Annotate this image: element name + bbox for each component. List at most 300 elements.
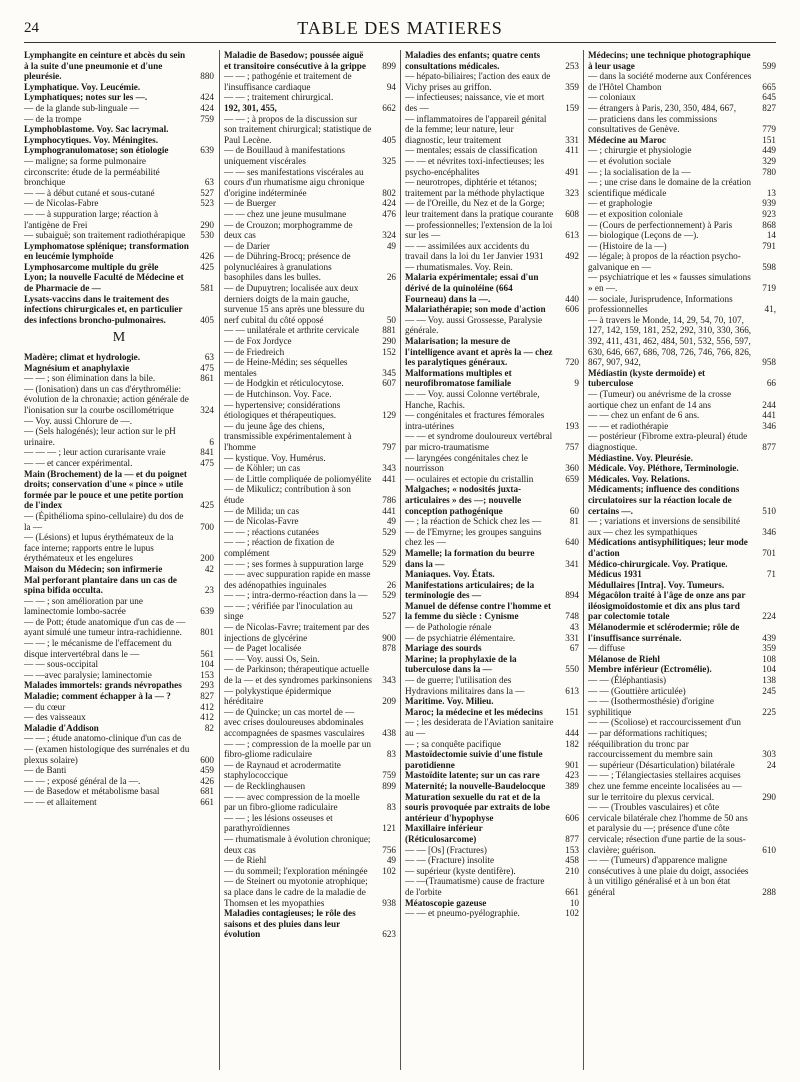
entry-page-number: 700	[200, 521, 214, 532]
entry-text: Lymphomatose splénique; transformation en leucémie lymphoïde	[24, 240, 189, 262]
index-entry	[588, 135, 776, 146]
index-entry	[405, 474, 579, 485]
entry-text: — de Heine-Médin; ses séquelles mentales	[224, 357, 348, 378]
index-entry	[224, 378, 396, 389]
index-entry	[588, 156, 776, 167]
entry-page-number: 359	[762, 643, 776, 654]
index-entry	[224, 908, 396, 940]
index-entry	[24, 103, 214, 114]
index-entry	[224, 506, 396, 517]
entry-text: — maligne; sa forme pulmonaire circonscrite: étude de la perméabilité bronchique	[24, 155, 160, 188]
entry-text: — de Milida; un cas	[224, 505, 300, 516]
entry-text: Lymphoblastome. Voy. Sac lacrymal.	[24, 124, 169, 135]
entry-text: — biologique (Leçons de —).	[588, 230, 699, 241]
index-entry	[588, 431, 776, 452]
entry-page-number: 529	[382, 526, 396, 537]
entry-page-number: 151	[565, 706, 579, 717]
index-entry	[588, 50, 776, 71]
entry-page-number: 102	[382, 865, 396, 876]
entry-page-number: 529	[382, 558, 396, 569]
entry-text: Médications antisyphilitiques; leur mode d'action	[588, 537, 748, 558]
index-column-2	[224, 50, 396, 1070]
index-entry	[224, 241, 396, 252]
entry-text: Lyon; la nouvelle Faculté de Médecine et de Pharmacie de —	[24, 272, 184, 294]
entry-text: — ; sa conquête pacifique	[405, 738, 501, 749]
entry-page-number: 661	[565, 886, 579, 897]
entry-text: Mastoïdectomie suivie d'une fistule parotidienne	[405, 749, 543, 770]
entry-page-number: 527	[382, 611, 396, 622]
index-entry	[224, 739, 396, 760]
entry-text: Maturation sexuelle du rat et de la souris provoquée par extraits de lobe antérieur d'hypophyse	[405, 791, 550, 823]
entry-page-number: 67	[569, 643, 579, 654]
entry-text: — — ; son amélioration par une laminectomie lombo-sacrée	[24, 595, 143, 617]
entry-text: — polykystique épidermique héréditaire	[224, 685, 332, 707]
entry-page-number: 94	[386, 81, 396, 92]
index-entry	[24, 680, 214, 691]
index-entry	[405, 304, 579, 315]
entry-text: — coloniaux	[588, 92, 636, 103]
index-entry	[24, 765, 214, 776]
entry-text: — ; les desiderata de l'Aviation sanitaire au —	[405, 717, 554, 738]
index-entry	[588, 410, 776, 421]
entry-text: — de guerre; l'utilisation des Hydravions militaires dans la —	[405, 675, 525, 696]
entry-page-number: 475	[200, 457, 214, 468]
entry-page-number: 425	[200, 500, 214, 511]
entry-text: Main (Brochement) de la — et du poignet droits; conservation d'une « pince » utile formée par le pouce et une petite portion de l'index	[24, 468, 187, 511]
entry-page-number: 389	[565, 780, 579, 791]
index-entry	[224, 537, 396, 558]
index-entry	[224, 251, 396, 283]
entry-page-number: 129	[382, 410, 396, 421]
index-entry	[588, 251, 776, 272]
entry-page-number: 43	[569, 622, 579, 633]
entry-text: — (Tumeur) ou anévrisme de la crosse aortique chez un enfant de 14 ans	[588, 389, 732, 410]
index-entry	[405, 71, 579, 92]
index-entry	[24, 230, 214, 241]
entry-page-number: 82	[204, 722, 214, 733]
column-divider	[583, 50, 584, 1070]
index-entry	[224, 643, 396, 654]
entry-text: — légale; à propos de la réaction psycho-galvanique en —	[588, 251, 741, 272]
entry-page-number: 868	[762, 219, 776, 230]
entry-page-number: 290	[200, 219, 214, 230]
index-columns	[24, 50, 776, 1070]
entry-page-number: 492	[565, 251, 579, 262]
entry-page-number: 759	[200, 113, 214, 124]
entry-page-number: 645	[762, 92, 776, 103]
entry-text: Médicus 1931	[588, 569, 642, 580]
index-entry	[24, 124, 214, 135]
entry-page-number: 104	[762, 664, 776, 675]
index-entry	[405, 516, 579, 527]
entry-page-number: 786	[382, 494, 396, 505]
index-entry	[588, 198, 776, 209]
entry-page-number: 827	[200, 691, 214, 702]
entry-text: — — chez une jeune musulmane	[224, 208, 347, 219]
index-entry	[224, 209, 396, 220]
column-divider	[400, 50, 401, 1070]
index-entry	[405, 601, 579, 622]
entry-page-number: 438	[382, 728, 396, 738]
entry-page-number: 102	[565, 908, 579, 919]
index-entry	[24, 532, 214, 564]
entry-page-number: 598	[762, 261, 776, 272]
index-entry	[405, 453, 579, 474]
entry-text: — — ; son élimination dans la bile.	[24, 373, 156, 384]
entry-page-number: 9	[574, 378, 579, 389]
entry-page-number: 412	[200, 701, 214, 712]
entry-page-number: 827	[762, 102, 776, 113]
entry-text: Lymphosarcome multiple du grêle	[24, 261, 159, 272]
entry-text: — — ; intra-dermo-réaction dans la —	[224, 590, 368, 601]
entry-text: — — ; vérifiée par l'inoculation au singe	[224, 600, 353, 622]
entry-text: — mentales; essais de classification	[405, 145, 538, 156]
index-entry	[24, 373, 214, 384]
entry-text: — du sommeil; l'exploration méningée	[224, 865, 368, 876]
index-entry	[224, 92, 396, 103]
index-entry	[405, 749, 579, 770]
index-entry	[24, 723, 214, 734]
entry-text: Maxillaire inférieur (Réticulosarcome)	[405, 823, 483, 844]
index-entry	[588, 580, 776, 591]
entry-page-number: 245	[762, 685, 776, 696]
entry-text: — supérieur (Désarticulation) bilatérale	[588, 759, 735, 770]
index-entry	[24, 786, 214, 797]
entry-page-number: 426	[200, 251, 214, 262]
entry-text: — de Quincke; un cas mortel de — avec crises douloureuses abdominales accompagnées de spasmes vasculaires	[224, 706, 365, 738]
index-entry	[24, 82, 214, 93]
entry-page-number: 41,	[764, 304, 776, 315]
entry-text: — — avec suppuration rapide en masse des adénopathies inguinales	[224, 569, 371, 590]
entry-page-number: 329	[762, 155, 776, 166]
entry-page-number: 411	[565, 145, 579, 156]
index-entry	[224, 71, 396, 92]
entry-page-number: 323	[565, 187, 579, 198]
entry-text: — oculaires et ectopie du cristallin	[405, 473, 534, 484]
entry-page-number: 441	[382, 473, 396, 484]
index-entry	[405, 336, 579, 368]
entry-page-number: 182	[565, 738, 579, 749]
entry-page-number: 303	[762, 749, 776, 760]
entry-text: — du jeune âge des chiens, transmissible expérimentalement à l'homme	[224, 420, 352, 452]
entry-page-number: 441	[762, 410, 776, 421]
entry-page-number: 759	[382, 770, 396, 781]
entry-page-number: 405	[200, 314, 214, 325]
entry-page-number: 13	[766, 187, 776, 198]
index-entry	[588, 855, 776, 897]
entry-page-number: 756	[382, 844, 396, 855]
index-entry	[24, 659, 214, 670]
entry-text: — — avec compression de la moelle par un fibro-gliome radiculaire	[224, 791, 360, 813]
entry-page-number: 121	[382, 823, 396, 834]
entry-page-number: 138	[762, 675, 776, 686]
index-entry	[24, 198, 214, 209]
entry-text: — — ; compression de la moelle par un fibro-gliome radiculaire	[224, 738, 371, 760]
entry-text: — et évolution sociale	[588, 155, 671, 166]
entry-text: — de Dühring-Brocq; présence de polynucléaires à granulations basophiles dans les bulles.	[224, 251, 351, 283]
index-entry	[24, 209, 214, 230]
index-entry	[405, 145, 579, 156]
index-entry	[588, 230, 776, 241]
entry-page-number: 63	[204, 352, 214, 363]
entry-text: — laryngées congénitales chez le nourrisson	[405, 452, 528, 474]
entry-page-number: 801	[200, 627, 214, 638]
index-entry	[405, 580, 579, 601]
index-entry	[24, 241, 214, 262]
index-entry	[588, 474, 776, 485]
entry-text: — — Voy. aussi Grossesse, Paralysie générale.	[405, 314, 543, 336]
entry-text: Marine; la prophylaxie de la tuberculose dans la —	[405, 653, 517, 675]
entry-page-number: 253	[565, 60, 579, 71]
entry-text: Maladies des enfants; quatre cents consultations médicales.	[405, 50, 541, 71]
entry-page-number: 757	[565, 441, 579, 452]
entry-text: Malariathérapie; son mode d'action	[405, 304, 546, 315]
entry-text: Maladie de Basedow; poussée aiguë et transitoire consécutive à la grippe	[224, 50, 366, 71]
entry-page-number: 6	[209, 436, 214, 447]
entry-text: — de Hutchinson. Voy. Face.	[224, 389, 332, 399]
entry-text: — de l'Oreille, du Nez et de la Gorge; leur traitement dans la pratique courante	[405, 198, 554, 219]
entry-page-number: 424	[382, 198, 396, 209]
entry-page-number: 423	[565, 770, 579, 781]
index-entry	[24, 469, 214, 511]
index-entry	[224, 654, 396, 665]
index-entry	[224, 601, 396, 622]
index-entry	[588, 389, 776, 410]
index-entry	[405, 770, 579, 781]
entry-page-number: 331	[565, 632, 579, 643]
entry-page-number: 441	[382, 505, 396, 516]
entry-page-number: 151	[762, 134, 776, 145]
entry-text: — — ; réaction de fixation de complément	[224, 537, 335, 558]
index-entry	[405, 633, 579, 644]
entry-page-number: 899	[382, 780, 396, 791]
entry-text: — ; une crise dans le domaine de la création scientifique médicale	[588, 177, 752, 198]
entry-text: Mariage des sourds	[405, 643, 482, 654]
entry-page-number: 444	[565, 728, 579, 738]
index-entry	[224, 664, 396, 685]
entry-page-number: 606	[565, 304, 579, 315]
entry-text: Maladie; comment échapper à la — ?	[24, 691, 171, 702]
index-entry	[588, 686, 776, 697]
entry-page-number: 49	[386, 240, 396, 251]
index-entry	[224, 463, 396, 474]
index-entry	[24, 135, 214, 146]
entry-text: — de la trompe	[24, 113, 82, 124]
entry-page-number: 71	[766, 569, 776, 580]
index-entry	[405, 717, 579, 738]
index-entry	[24, 188, 214, 199]
index-column-4	[588, 50, 776, 1070]
index-entry	[224, 283, 396, 325]
entry-text: — de psychiatrie élémentaire.	[405, 632, 516, 643]
index-entry	[224, 400, 396, 421]
index-entry	[588, 654, 776, 665]
entry-page-number: 324	[200, 405, 214, 415]
entry-text: Médiastine. Voy. Pleurésie.	[588, 452, 693, 463]
entry-text: — subaiguë; son traitement radiothérapique	[24, 230, 186, 241]
entry-page-number: 325	[382, 155, 396, 166]
entry-page-number: 550	[565, 664, 579, 675]
entry-text: — de Pathologie rénale	[405, 622, 492, 633]
entry-text: — ; chirurgie et physiologie	[588, 145, 692, 156]
entry-text: — du cœur	[24, 701, 66, 712]
entry-text: — rhumatismale à évolution chronique; deux cas	[224, 833, 371, 855]
entry-text: — — chez un enfant de 6 ans.	[588, 410, 700, 421]
entry-page-number: 152	[382, 346, 396, 357]
entry-page-number: 210	[565, 865, 579, 876]
entry-page-number: 440	[565, 293, 579, 304]
index-entry	[405, 643, 579, 654]
entry-page-number: 83	[386, 802, 396, 813]
index-entry	[24, 272, 214, 293]
index-entry	[588, 145, 776, 156]
index-entry	[588, 516, 776, 537]
entry-page-number: 26	[386, 272, 396, 283]
index-entry	[224, 474, 396, 485]
index-entry	[24, 363, 214, 374]
index-entry	[224, 707, 396, 739]
entry-text: Maladies contagieuses; le rôle des saisons et des pluies dans leur évolution	[224, 908, 356, 940]
entry-page-number: 491	[565, 166, 579, 177]
index-entry	[405, 262, 579, 273]
entry-page-number: 606	[565, 812, 579, 823]
index-entry	[588, 167, 776, 178]
entry-text: — de la glande sub-linguale —	[24, 102, 140, 113]
entry-text: — — à suppuration large; réaction à l'antigène de Frei	[24, 208, 159, 230]
entry-text: — de Bouillaud à manifestations uniquement viscérales	[224, 145, 345, 166]
index-entry	[405, 156, 579, 177]
index-entry	[405, 898, 579, 909]
index-entry	[588, 103, 776, 114]
entry-text: — supérieur (kyste dentifère).	[405, 865, 516, 876]
entry-page-number: 600	[200, 754, 214, 765]
entry-text: — — ; à propos de la discussion sur son traitement chirurgical; statistique de Paul Lecène.	[224, 113, 372, 145]
entry-text: — et graphologie	[588, 198, 653, 209]
entry-text: — —(Traumatisme) cause de fracture de l'orbite	[405, 876, 545, 897]
index-entry	[224, 569, 396, 590]
entry-text: — rhumatismales. Voy. Rein.	[405, 261, 513, 272]
entry-text: Médicaments; influence des conditions circulatoires sur la réaction locale de certains —.	[588, 484, 740, 516]
entry-text: — (Histoire de la —)	[588, 240, 667, 251]
index-entry	[224, 421, 396, 453]
index-entry	[224, 781, 396, 792]
entry-page-number: 938	[382, 897, 396, 908]
entry-text: — de Nicolas-Fabre	[24, 198, 99, 209]
entry-page-number: 662	[382, 102, 396, 113]
entry-page-number: 581	[200, 283, 214, 294]
entry-page-number: 881	[382, 325, 396, 336]
entry-page-number: 610	[762, 844, 776, 855]
entry-page-number: 209	[382, 696, 396, 707]
entry-text: — congénitales et fractures fémorales intra-utérines	[405, 410, 545, 431]
entry-page-number: 42	[204, 563, 214, 574]
index-entry	[224, 347, 396, 358]
index-entry	[405, 792, 579, 824]
entry-page-number: 359	[565, 81, 579, 92]
entry-text: Lymphatiques; notes sur les —.	[24, 92, 148, 103]
entry-text: — de Dupuytren; localisée aux deux derniers doigts de la main gauche, survenue 15 ans après une blessure du nerf cubital du côté opposé	[224, 283, 365, 325]
entry-page-number: 720	[565, 357, 579, 368]
entry-text: — (Cours de perfectionnement) à Paris	[588, 219, 733, 230]
index-entry	[24, 596, 214, 617]
entry-text: Malgaches; « nodosités juxta-articulaires » des —; nouvelle conception pathogénique	[405, 484, 522, 516]
entry-page-number: 523	[200, 198, 214, 209]
index-entry	[224, 145, 396, 166]
entry-page-number: 293	[200, 680, 214, 691]
entry-page-number: 640	[565, 537, 579, 548]
page-title: TABLE DES MATIERES	[297, 18, 503, 38]
entry-page-number: 290	[762, 791, 776, 802]
index-entry	[588, 368, 776, 389]
entry-page-number: 661	[200, 796, 214, 807]
entry-page-number: 224	[762, 611, 776, 622]
index-entry	[24, 50, 214, 82]
entry-text: Malarisation; la mesure de l'intelligence avant et après la — chez les paralytiques généraux.	[405, 336, 553, 368]
index-entry	[405, 368, 579, 389]
entry-page-number: 26	[386, 579, 396, 590]
index-entry	[405, 696, 579, 707]
index-entry	[24, 733, 214, 765]
index-entry	[405, 622, 579, 633]
entry-page-number: 639	[200, 606, 214, 617]
entry-text: — de l'Emyrne; les groupes sanguins chez les —	[405, 526, 542, 548]
entry-text: — — Voy. aussi Os, Sein.	[224, 653, 320, 664]
entry-page-number: 613	[565, 230, 579, 241]
entry-page-number: 345	[382, 367, 396, 378]
entry-text: — infectieuses; naissance, vie et mort des —	[405, 92, 545, 113]
entry-text: — diffuse	[588, 643, 625, 654]
entry-page-number: 288	[762, 886, 776, 897]
index-entry	[24, 691, 214, 702]
entry-text: — — ; étude anatomo-clinique d'un cas de — (examen histologique des surrénales et du plexus solaire)	[24, 733, 190, 765]
entry-text: — (Sels halogénés); leur action sur le pH urinaire.	[24, 426, 176, 447]
index-entry	[405, 781, 579, 792]
entry-page-number: 779	[762, 124, 776, 135]
entry-text: — —avec paralysie; laminectomie	[24, 669, 152, 680]
entry-text: Mégacôlon traité à l'âge de onze ans par iléosigmoïdostomie et dix ans plus tard par colectomie totale	[588, 590, 746, 622]
index-entry	[224, 876, 396, 908]
entry-text: — — [Os] (Fractures)	[405, 844, 487, 855]
entry-text: — postérieur (Fibrome extra-pleural) étude diagnostique.	[588, 431, 748, 452]
entry-text: — Voy. aussi Chlorure de —.	[24, 415, 133, 426]
index-entry	[405, 272, 579, 304]
index-entry	[588, 294, 776, 315]
index-entry	[405, 707, 579, 718]
entry-text: — ; la socialisation de la —	[588, 166, 691, 177]
index-entry	[405, 908, 579, 919]
entry-page-number: 475	[200, 362, 214, 373]
index-entry	[24, 447, 214, 458]
index-entry	[405, 855, 579, 866]
entry-text: — de Crouzon; morphogramme de deux cas	[224, 219, 353, 241]
entry-text: Médico-chirurgicale. Voy. Pratique.	[588, 558, 728, 569]
entry-page-number: 791	[762, 240, 776, 251]
entry-text: — de Steinert ou myotonie atrophique; sa place dans le cadre de la maladie de Thomsen et les myopathies	[224, 876, 368, 908]
index-entry	[224, 813, 396, 834]
index-entry	[588, 760, 776, 771]
index-entry	[588, 71, 776, 92]
index-entry	[224, 198, 396, 209]
entry-text: — de Nicolas-Favre	[224, 516, 299, 527]
entry-text: — hypertensive; considérations étiologiques et thérapeutiques.	[224, 399, 341, 421]
entry-text: Méatoscopie gazeuse	[405, 897, 487, 908]
entry-page-number: 424	[200, 92, 214, 103]
index-entry	[224, 792, 396, 813]
entry-page-number: 343	[382, 675, 396, 686]
entry-page-number: 66	[766, 378, 776, 389]
entry-page-number: 659	[565, 473, 579, 484]
entry-text: — — Voy. aussi Colonne vertébrale, Hanche, Rachis.	[405, 389, 540, 410]
